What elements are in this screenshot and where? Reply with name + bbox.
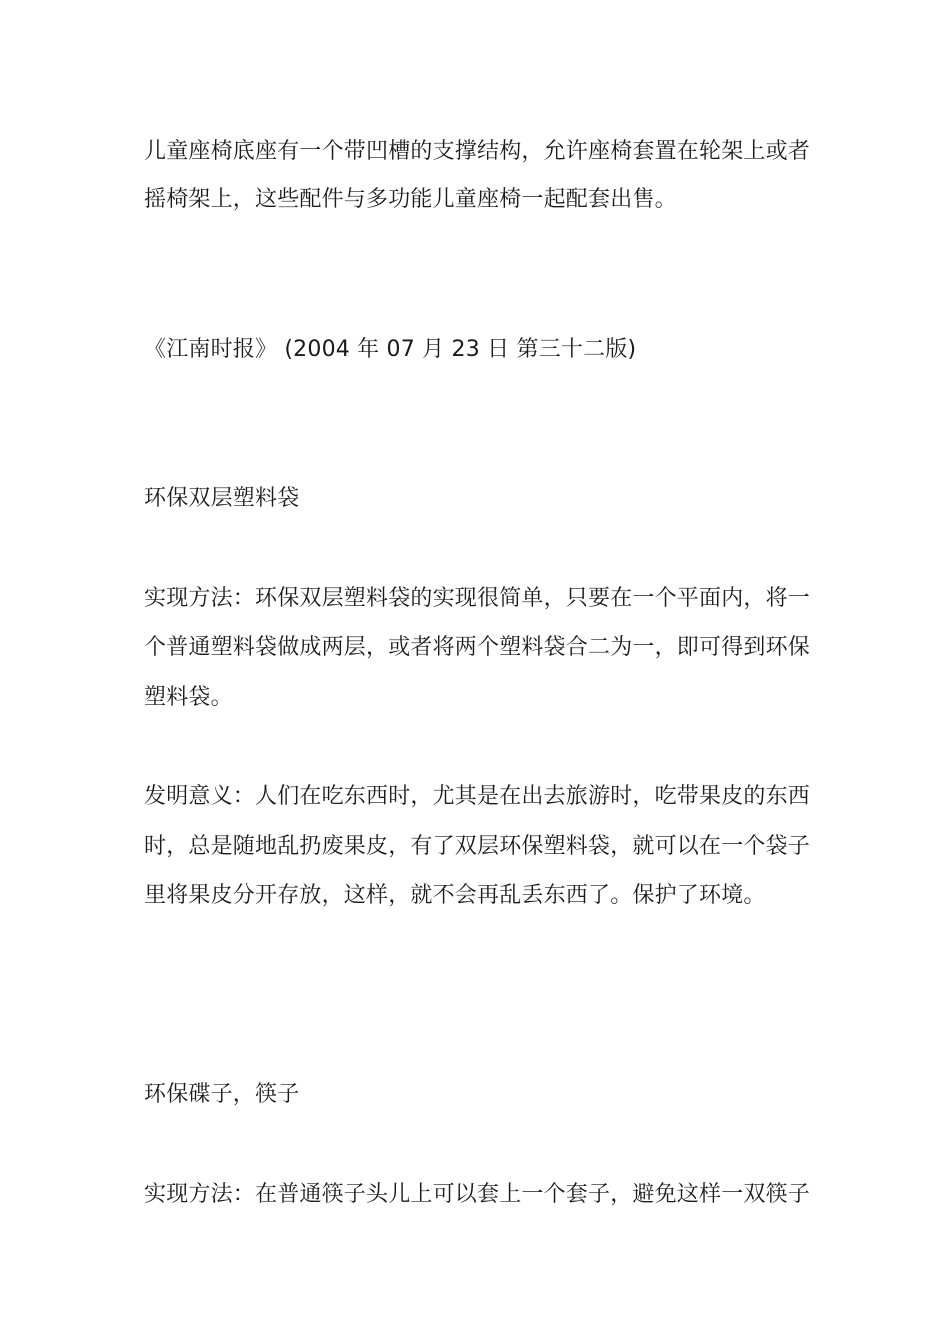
paragraph-line: 儿童座椅底座有一个带凹槽的支撑结构，允许座椅套置在轮架上或者 [144, 139, 811, 164]
paragraph-line: 实现方法：在普通筷子头儿上可以套上一个套子，避免这样一双筷子 [144, 1182, 811, 1207]
paragraph-line: 时，总是随地乱扔废果皮，有了双层环保塑料袋，就可以在一个袋子 [144, 834, 811, 859]
paragraph-line: 个普通塑料袋做成两层，或者将两个塑料袋合二为一，即可得到环保 [144, 635, 811, 660]
paragraph-line: 实现方法：环保双层塑料袋的实现很简单，只要在一个平面内，将一 [144, 586, 811, 611]
paragraph-line: 发明意义：人们在吃东西时，尤其是在出去旅游时，吃带果皮的东西 [144, 784, 811, 809]
section-title: 环保双层塑料袋 [144, 486, 300, 511]
source-citation: 《江南时报》 (2004 年 07 月 23 日 第三十二版) [144, 337, 637, 362]
paragraph-line: 里将果皮分开存放，这样，就不会再乱丢东西了。保护了环境。 [144, 883, 766, 908]
paragraph-line: 摇椅架上，这些配件与多功能儿童座椅一起配套出售。 [144, 187, 677, 212]
paragraph-line: 塑料袋。 [144, 685, 233, 710]
section-title: 环保碟子，筷子 [144, 1082, 300, 1107]
